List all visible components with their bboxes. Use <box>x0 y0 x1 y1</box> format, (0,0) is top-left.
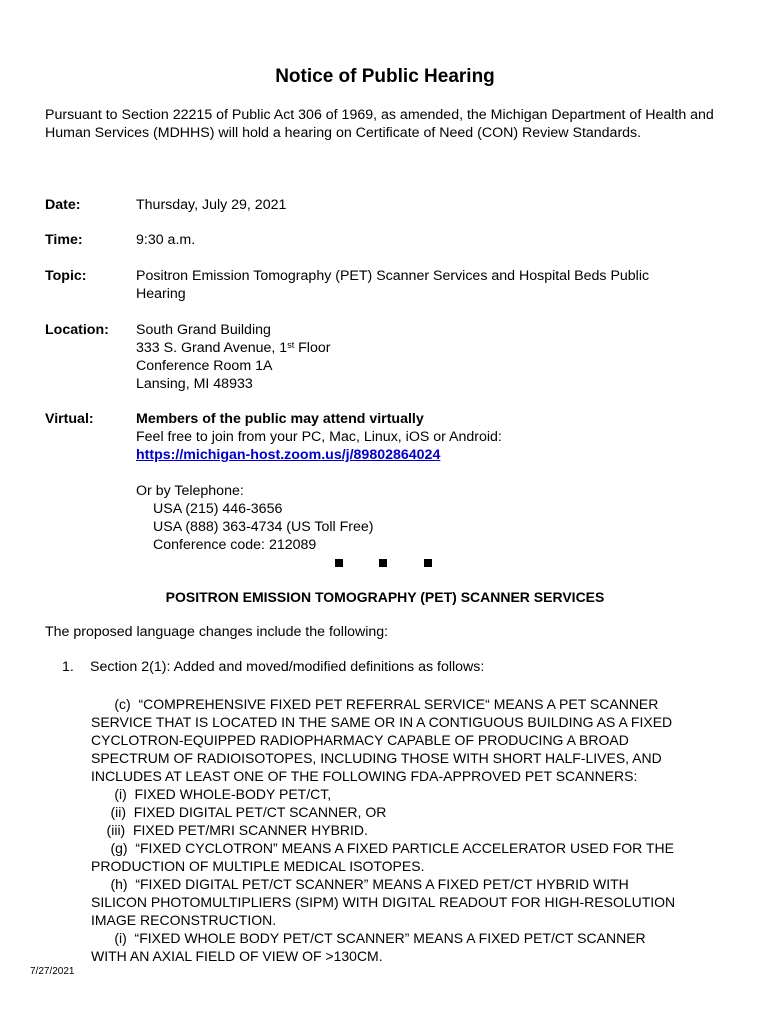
definition-line: SPECTRUM OF RADIOISOTOPES, INCLUDING THOSE WITH SHORT HALF-LIVES, AND <box>91 750 662 766</box>
location-street: 333 S. Grand Avenue, 1 <box>136 340 288 356</box>
location-room: Conference Room 1A <box>136 358 273 374</box>
location-city: Lansing, MI 48933 <box>136 376 253 392</box>
list-item-number: 1. <box>62 659 74 675</box>
section-divider <box>0 557 770 569</box>
definitions-block <box>91 695 721 965</box>
footer-date: 7/27/2021 <box>30 966 75 977</box>
date-label: Date: <box>45 197 81 213</box>
definition-line: (iii) FIXED PET/MRI SCANNER HYBRID. <box>91 822 368 838</box>
phone-number-2: USA (888) 363-4734 (US Toll Free) <box>153 519 374 535</box>
definition-line: INCLUDES AT LEAST ONE OF THE FOLLOWING FDA-APPROVED PET SCANNERS: <box>91 768 638 784</box>
definition-line: (h) “FIXED DIGITAL PET/CT SCANNER” MEANS A FIXED PET/CT HYBRID WITH <box>91 876 629 892</box>
virtual-label: Virtual: <box>45 411 94 427</box>
date-value: Thursday, July 29, 2021 <box>136 197 287 213</box>
virtual-value <box>136 410 736 554</box>
square-bullet-icon <box>424 559 432 567</box>
zoom-link[interactable]: https://michigan-host.zoom.us/j/89802864024 <box>136 447 441 463</box>
time-label: Time: <box>45 232 83 248</box>
topic-label: Topic: <box>45 268 87 284</box>
intro-paragraph: Pursuant to Section 22215 of Public Act 306 of 1969, as amended, the Michigan Department of Health and Human Services (MDHHS) will hold a hearing on Certificate of Need (CON) Review Standards. <box>45 107 714 141</box>
definition-line: (g) “FIXED CYCLOTRON” MEANS A FIXED PARTICLE ACCELERATOR USED FOR THE <box>91 840 674 856</box>
phone-number-1: USA (215) 446-3656 <box>153 501 283 517</box>
definition-line: PRODUCTION OF MULTIPLE MEDICAL ISOTOPES. <box>91 858 425 874</box>
definition-line: (i) FIXED WHOLE-BODY PET/CT, <box>91 786 332 802</box>
definition-line: SILICON PHOTOMULTIPLIERS (SIPM) WITH DIGITAL READOUT FOR HIGH-RESOLUTION <box>91 894 676 910</box>
square-bullet-icon <box>335 559 343 567</box>
definition-line: (c) “COMPREHENSIVE FIXED PET REFERRAL SERVICE“ MEANS A PET SCANNER <box>91 696 659 712</box>
location-building: South Grand Building <box>136 322 271 338</box>
location-label: Location: <box>45 322 109 338</box>
definition-line: (ii) FIXED DIGITAL PET/CT SCANNER, OR <box>91 804 387 820</box>
definition-line: (i) “FIXED WHOLE BODY PET/CT SCANNER” MEANS A FIXED PET/CT SCANNER <box>91 930 646 946</box>
location-floor-suffix: st <box>287 340 295 350</box>
virtual-instructions: Feel free to join from your PC, Mac, Linux, iOS or Android: <box>136 429 502 445</box>
phone-heading: Or by Telephone: <box>136 483 244 499</box>
definition-line: IMAGE RECONSTRUCTION. <box>91 912 277 928</box>
definition-line: CYCLOTRON-EQUIPPED RADIOPHARMACY CAPABLE OF PRODUCING A BROAD <box>91 732 629 748</box>
page-title: Notice of Public Hearing <box>275 66 495 87</box>
list-item-text: Section 2(1): Added and moved/modified definitions as follows: <box>90 659 485 675</box>
virtual-heading: Members of the public may attend virtually <box>136 411 424 427</box>
definition-line: WITH AN AXIAL FIELD OF VIEW OF >130CM. <box>91 948 383 964</box>
square-bullet-icon <box>379 559 387 567</box>
list-item <box>62 659 484 675</box>
section-heading: POSITRON EMISSION TOMOGRAPHY (PET) SCANNER SERVICES <box>165 589 605 605</box>
location-value <box>136 321 736 393</box>
definition-line: SERVICE THAT IS LOCATED IN THE SAME OR IN A CONTIGUOUS BUILDING AS A FIXED <box>91 714 673 730</box>
topic-value: Positron Emission Tomography (PET) Scanner Services and Hospital Beds Public Hearing <box>136 268 650 302</box>
time-value: 9:30 a.m. <box>136 232 196 248</box>
location-address <box>136 339 736 357</box>
language-intro: The proposed language changes include the following: <box>45 624 389 640</box>
conference-code: Conference code: 212089 <box>153 537 317 553</box>
location-floor: Floor <box>294 340 331 356</box>
